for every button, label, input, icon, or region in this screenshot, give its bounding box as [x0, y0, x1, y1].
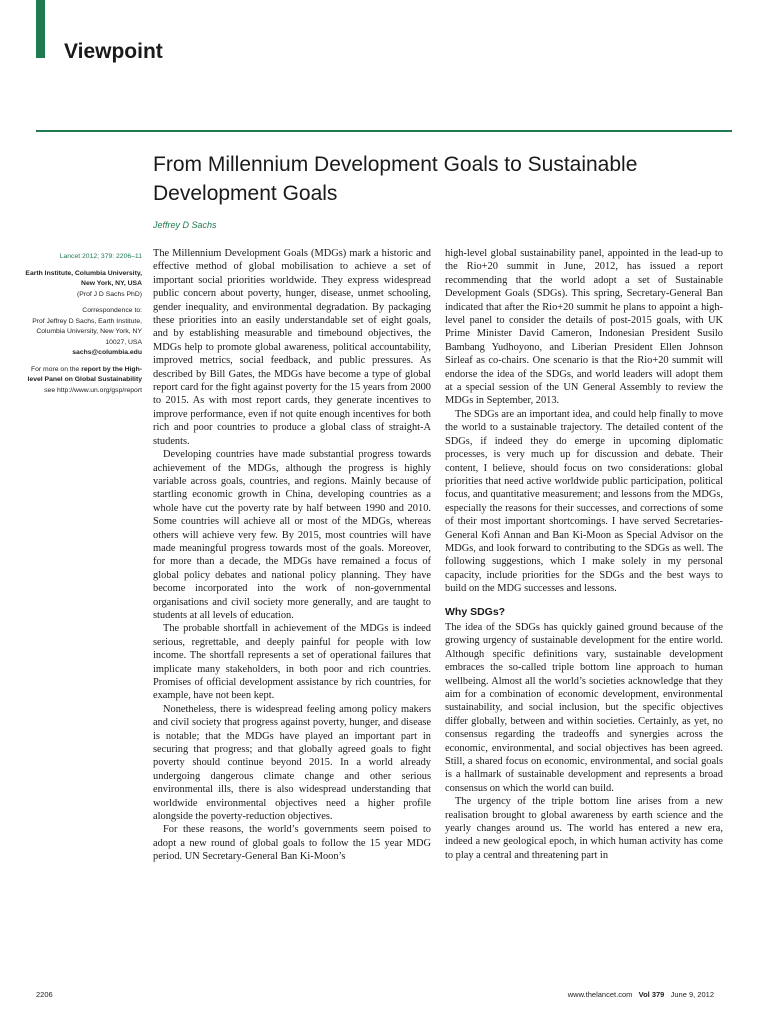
journal-site[interactable]: www.thelancet.com: [567, 990, 633, 999]
body-paragraph: The idea of the SDGs has quickly gained ground because of the growing urgency of sustainable development for the entire world. Although specific definitions vary, sustainable development embraces the so-called triple bottom line approach to human wellbeing. Almost all the world’s societies acknowledge that they aim for a combination of economic development, environmental sustainability, and social inclusion, but the specific objectives differ globally, between and within societies. Certainly, as yet, no consensus regarding the tradeoffs and synergies across the economic, environmental, and social objectives has been agreed. Still, a shared focus on economic, environmental, and social goals is a hallmark of sustainable development and represents a broad consensus on which the world can build.: [445, 621, 723, 794]
body-paragraph: For these reasons, the world’s governments seem poised to adopt a new round of global goals to follow the 15 year MDG period. UN Secretary-General Ban Ki-Moon’s: [153, 824, 431, 863]
body-paragraph: Nonetheless, there is widespread feeling among policy makers and civil society that progress against poverty, hunger, and disease is notable; that the MDGs have played an important part in securing that progress; and that globally agreed goals to fight poverty should continue beyond 2015. In a world already undergoing dangerous climate change and other serious environmental ills, there is also widespread understanding that worldwide environmental objectives need a higher profile alongside the poverty-reduction objectives.: [153, 703, 431, 823]
more-info-link[interactable]: report by the High-level Panel on Global Sustainability: [27, 365, 142, 383]
more-info-url[interactable]: see http://www.un.org/gsp/report: [44, 386, 142, 394]
body-paragraph: The urgency of the triple bottom line arises from a new realisation brought to global awareness by earth science and the yearly changes around us. The world has entered a new era, indeed a new geological epoch, in which human activity has come to play a central and threatening part in: [445, 796, 723, 861]
article-author: Jeffrey D Sachs: [153, 220, 217, 230]
article-title: From Millennium Development Goals to Sustainable Development Goals: [153, 153, 638, 205]
body-paragraph: The probable shortfall in achievement of the MDGs is indeed serious, regrettable, and deeply painful for people with low income. The shortfall represents a set of operational failures that implicate many stakeholders, in both poor and rich countries. Promises of official development assistance by rich countries, for example, have not been kept.: [153, 623, 431, 702]
correspondence-label: Correspondence to:: [82, 307, 142, 314]
page-number: 2206: [36, 990, 53, 999]
more-info-prefix: For more on the: [30, 365, 80, 373]
affiliation-person: (Prof J D Sachs PhD): [77, 290, 142, 298]
section-heading: Why SDGs?: [445, 605, 506, 618]
correspondence-block: [20, 306, 142, 359]
body-paragraph: The Millennium Development Goals (MDGs) mark a historic and effective method of global mobilisation to achieve a set of important social priorities worldwide. They express widespread public concern about poverty, hunger, disease, unmet schooling, gender inequality, and environmental degradation. By packaging these priorities into an easily understandable set of eight goals, and by establishing measurable and timebound objectives, the MDGs help to promote global awareness, political accountability, improved metrics, social feedback, and public pressures. As described by Bill Gates, the MDGs have become a type of global report card for the fight against poverty for the 15 years from 2000 to 2015. As with most report cards, they generate incentives to improve performance, even if not quite enough incentives for both rich and poor countries to produce a global class of straight-A students.: [153, 248, 431, 447]
body-paragraph: Developing countries have made substantial progress towards achievement of the MDGs, although the progress is highly variable across goals, countries, and regions. Mainly because of startling economic growth in China, developing countries as a whole have cut the poverty rate by half between 1990 and 2010. Some countries will achieve all or most of the MDGs, whereas others will achieve very few. By 2015, most countries will have made meaningful progress towards most of the goals. Moreover, for more than a decade, the MDGs have remained a focus of global policy debates and national policy planning. They have become incorporated into the work of non-governmental organisations and civil society more generally, and are taught to students at all levels of education.: [153, 449, 431, 621]
body-column-right: [445, 247, 723, 964]
section-color-bar: [36, 0, 45, 58]
article-sidebar: [20, 252, 142, 402]
affiliation: Earth Institute, Columbia University, New York, NY, USA: [25, 269, 142, 287]
correspondence-email[interactable]: sachs@columbia.edu: [72, 349, 142, 356]
section-label: Viewpoint: [64, 40, 163, 63]
journal-volume: Vol 379: [638, 990, 665, 999]
more-info-block: [20, 365, 142, 397]
citation: Lancet 2012; 379: 2206–11: [59, 253, 142, 260]
header-divider: [36, 130, 732, 132]
body-column-left: [153, 247, 431, 964]
body-paragraph: high-level global sustainability panel, appointed in the lead-up to the Rio+20 summit in June, 2012, has issued a report recommending that the world adopt a set of Sustainable Development Goals (SDGs). This spring, Secretary-General Ban indicated that after the Rio+20 summit he plans to appoint a high-level panel to consider the details of post-2015 goals, with UK Prime Minister David Cameron, Indonesian President Susilo Bambang Yudhoyono, and Liberian President Ellen Johnson Sirleaf as co-chairs. One scenario is that the Rio+20 summit will endorse the idea of the SDGs, and world leaders will adopt them at a special session of the UN General Assembly to review the MDGs in September, 2013.: [445, 248, 723, 407]
correspondence-address: Prof Jeffrey D Sachs, Earth Institute, Columbia University, New York, NY 10027, USA: [32, 317, 142, 346]
journal-footer: [568, 990, 714, 999]
journal-date: June 9, 2012: [670, 990, 714, 999]
body-paragraph: The SDGs are an important idea, and could help finally to move the world to a sustainable trajectory. The detailed content of the SDGs, if indeed they do emerge in upcoming diplomatic processes, is very much up for discussion and debate. Their content, I believe, should focus on two considerations: global priorities that need active worldwide public participation, political focus, and quantitative measurement; and lessons from the MDGs, especially the reasons for their successes, and corrections of some of their most important shortcomings. I have served Secretaries-General Kofi Annan and Ban Ki-Moon as Special Advisor on the MDGs, and look forward to contributing to the SDGs as well. The following suggestions, which I make solely in my personal capacity, include priorities for the SDGs and the best ways to build on the MDG successes and lessons.: [445, 408, 723, 595]
affiliation-block: [20, 269, 142, 301]
